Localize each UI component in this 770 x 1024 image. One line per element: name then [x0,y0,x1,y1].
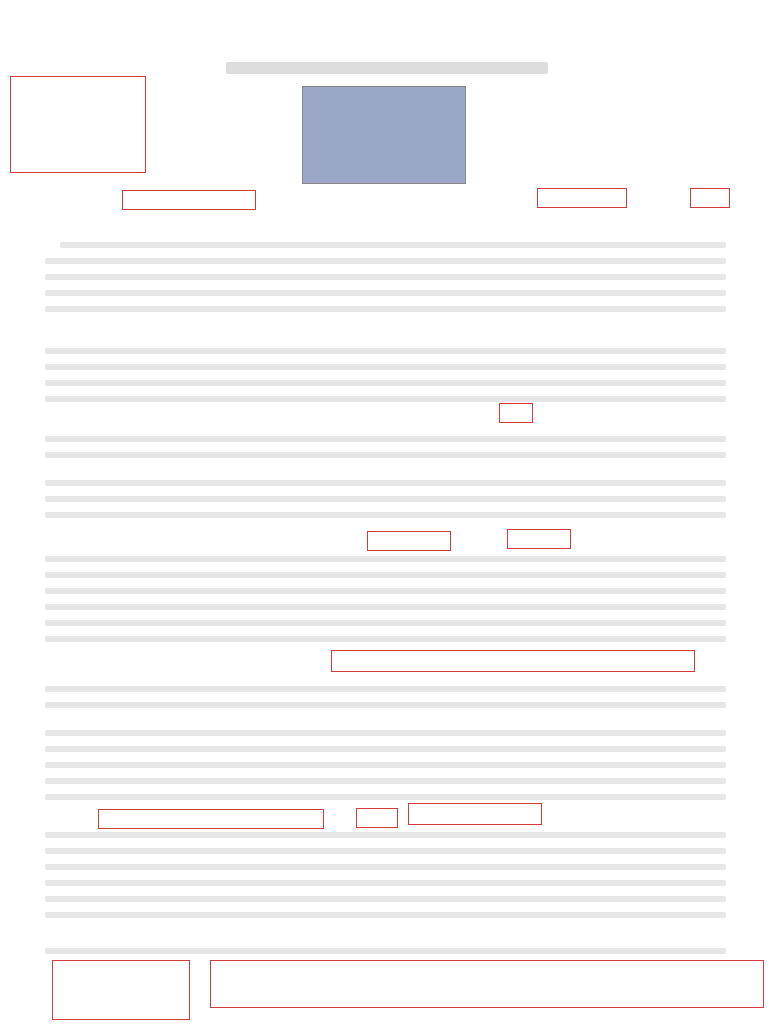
body-line-23 [45,730,726,736]
title-block [226,62,548,74]
body-line-2 [45,258,726,264]
body-line-6 [45,348,726,354]
annotation-box-6 [367,531,451,551]
body-line-29 [45,848,726,854]
body-line-16 [45,572,726,578]
annotation-box-11 [408,803,542,825]
body-line-5 [45,306,726,312]
body-line-15 [45,556,726,562]
body-line-32 [45,896,726,902]
body-line-4 [45,290,726,296]
annotation-box-10 [356,808,398,828]
company-logo [302,86,466,184]
annotation-box-13 [210,960,764,1008]
body-line-10 [45,436,726,442]
body-line-34 [45,948,726,954]
annotation-box-12 [52,960,190,1020]
annotation-box-2 [122,190,256,210]
annotation-box-8 [331,650,695,672]
annotation-box-4 [690,188,730,208]
body-line-24 [45,746,726,752]
body-line-17 [45,588,726,594]
body-line-27 [45,794,726,800]
body-line-11 [45,452,726,458]
body-line-25 [45,762,726,768]
body-line-7 [45,364,726,370]
body-line-13 [45,496,726,502]
body-line-19 [45,620,726,626]
body-line-33 [45,912,726,918]
body-line-20 [45,636,726,642]
body-line-31 [45,880,726,886]
body-line-30 [45,864,726,870]
body-line-28 [45,832,726,838]
body-line-8 [45,380,726,386]
body-line-18 [45,604,726,610]
body-line-14 [45,512,726,518]
annotation-box-3 [537,188,627,208]
body-line-1 [60,242,726,248]
body-line-22 [45,702,726,708]
annotation-box-5 [499,403,533,423]
annotation-box-9 [98,809,324,829]
body-line-21 [45,686,726,692]
annotation-box-1 [10,76,146,173]
body-line-26 [45,778,726,784]
body-line-12 [45,480,726,486]
body-line-9 [45,396,726,402]
body-line-3 [45,274,726,280]
annotation-box-7 [507,529,571,549]
